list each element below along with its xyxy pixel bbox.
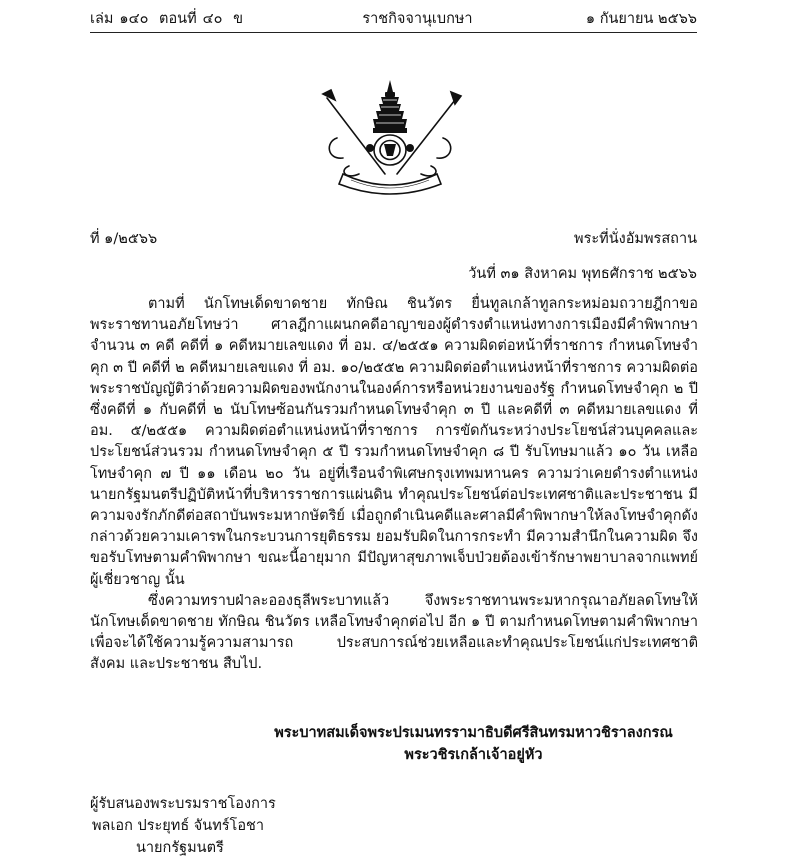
header-divider — [90, 32, 697, 33]
section-suffix: ข — [233, 10, 244, 27]
royal-signature-block — [250, 722, 697, 766]
paragraph-petition: ตามที่ นักโทษเด็ดขาดชาย ทักษิณ ชินวัตร ยื่นทูลเกล้าทูลกระหม่อมถวายฎีกาขอพระราชทานอภัยโทษว่า ศาลฎีกาแผนกคดีอาญาของผู้ดำรงตำแหน่งทางการเมืองมีคำพิพากษา จำนวน ๓ คดี คดีที่ ๑ คดีหมายเลขแดง ที่ อม. ๔/๒๕๕๑ ความผิดต่อหน้าที่ราชการ กำหนดโทษจำคุก ๓ ปี คดีที่ ๒ คดีหมายเลขแดง ที่ อม. ๑๐/๒๕๕๒ ความผิดต่อตำแหน่งหน้าที่ราชการ ความผิดต่อพระราชบัญญัติว่าด้วยความผิดของพนักงานในองค์การหรือหน่วยงานของรัฐ กำหนดโทษจำคุก ๒ ปี ซึ่งคดีที่ ๑ กับคดีที่ ๒ นับโทษซ้อนกันรวมกำหนดโทษจำคุก ๓ ปี และคดีที่ ๓ คดีหมายเลขแดง ที่ อม. ๕/๒๕๕๑ ความผิดต่อตำแหน่งหน้าที่ราชการ การขัดกันระหว่างประโยชน์ส่วนบุคคลและประโยชน์ส่วนรวม กำหนดโทษจำคุก ๕ ปี รวมกำหนดโทษจำคุก ๘ ปี รับโทษมาแล้ว ๑๐ วัน เหลือโทษจำคุก ๗ ปี ๑๑ เดือน ๒๐ วัน อยู่ที่เรือนจำพิเศษกรุงเทพมหานคร ความว่าเคยดำรงตำแหน่งนายกรัฐมนตรีปฏิบัติหน้าที่บริหารราชการแผ่นดิน ทำคุณประโยชน์ต่อประเทศชาติและประชาชน มีความจงรักภักดีต่อสถาบันพระมหากษัตริย์ เมื่อถูกดำเนินคดีและศาลมีคำพิพากษาให้ลงโทษจำคุกดังกล่าวด้วยความเคารพในกระบวนการยุติธรรม ยอมรับผิดในการกระทำ มีความสำนึกในความผิด จึงขอรับโทษตามคำพิพากษา ขณะนี้อายุมาก มีปัญหาสุขภาพเจ็บป่วยต้องเข้ารักษาพยาบาลจากแพทย์ผู้เชี่ยวชาญ นั้น — [90, 296, 698, 588]
countersign-name: พลเอก ประยุทธ์ จันทร์โอชา — [92, 818, 265, 834]
document-date: วันที่ ๓๑ สิงหาคม พุทธศักราช ๒๕๖๖ — [468, 266, 697, 282]
gazette-header — [90, 6, 697, 30]
reference-line — [90, 227, 697, 250]
royal-emblem-icon — [315, 78, 465, 198]
countersign-position: นายกรัฐมนตรี — [136, 840, 224, 856]
document-reference: ที่ ๑/๒๕๖๖ — [90, 231, 158, 247]
signer-name-line-1: พระบาทสมเด็จพระปรเมนทรรามาธิบดีศรีสินทรมหาวชิราลงกรณ — [274, 725, 673, 741]
issue-info — [90, 7, 249, 30]
document-body — [90, 294, 698, 676]
paragraph-pardon: ซึ่งความทราบฝ่าละอองธุลีพระบาทแล้ว จึงพระราชทานพระมหากรุณาอภัยลดโทษให้ นักโทษเด็ดขาดชาย ทักษิณ ชินวัตร เหลือโทษจำคุกต่อไป อีก ๑ ปี ตามกำหนดโทษตามคำพิพากษา เพื่อจะได้ใช้ความรู้ความสามารถ ประสบการณ์ช่วยเหลือและทำคุณประโยชน์แก่ประเทศชาติ สังคม และประชาชน สืบไป. — [90, 592, 698, 673]
countersign-title: ผู้รับสนองพระบรมราชโองการ — [90, 796, 276, 812]
issuing-place: พระที่นั่งอัมพรสถาน — [574, 231, 697, 247]
issue-date: ๑ กันยายน ๒๕๖๖ — [585, 10, 697, 27]
volume-number: ๑๔๐ — [119, 10, 149, 27]
signer-name-line-2: พระวชิรเกล้าเจ้าอยู่หัว — [404, 747, 543, 763]
volume-label: เล่ม — [90, 10, 114, 27]
publication-name: ราชกิจจานุเบกษา — [362, 10, 473, 27]
section-number: ๔๐ — [202, 10, 223, 27]
section-label: ตอนที่ — [159, 10, 197, 27]
countersignature-block — [90, 793, 276, 859]
